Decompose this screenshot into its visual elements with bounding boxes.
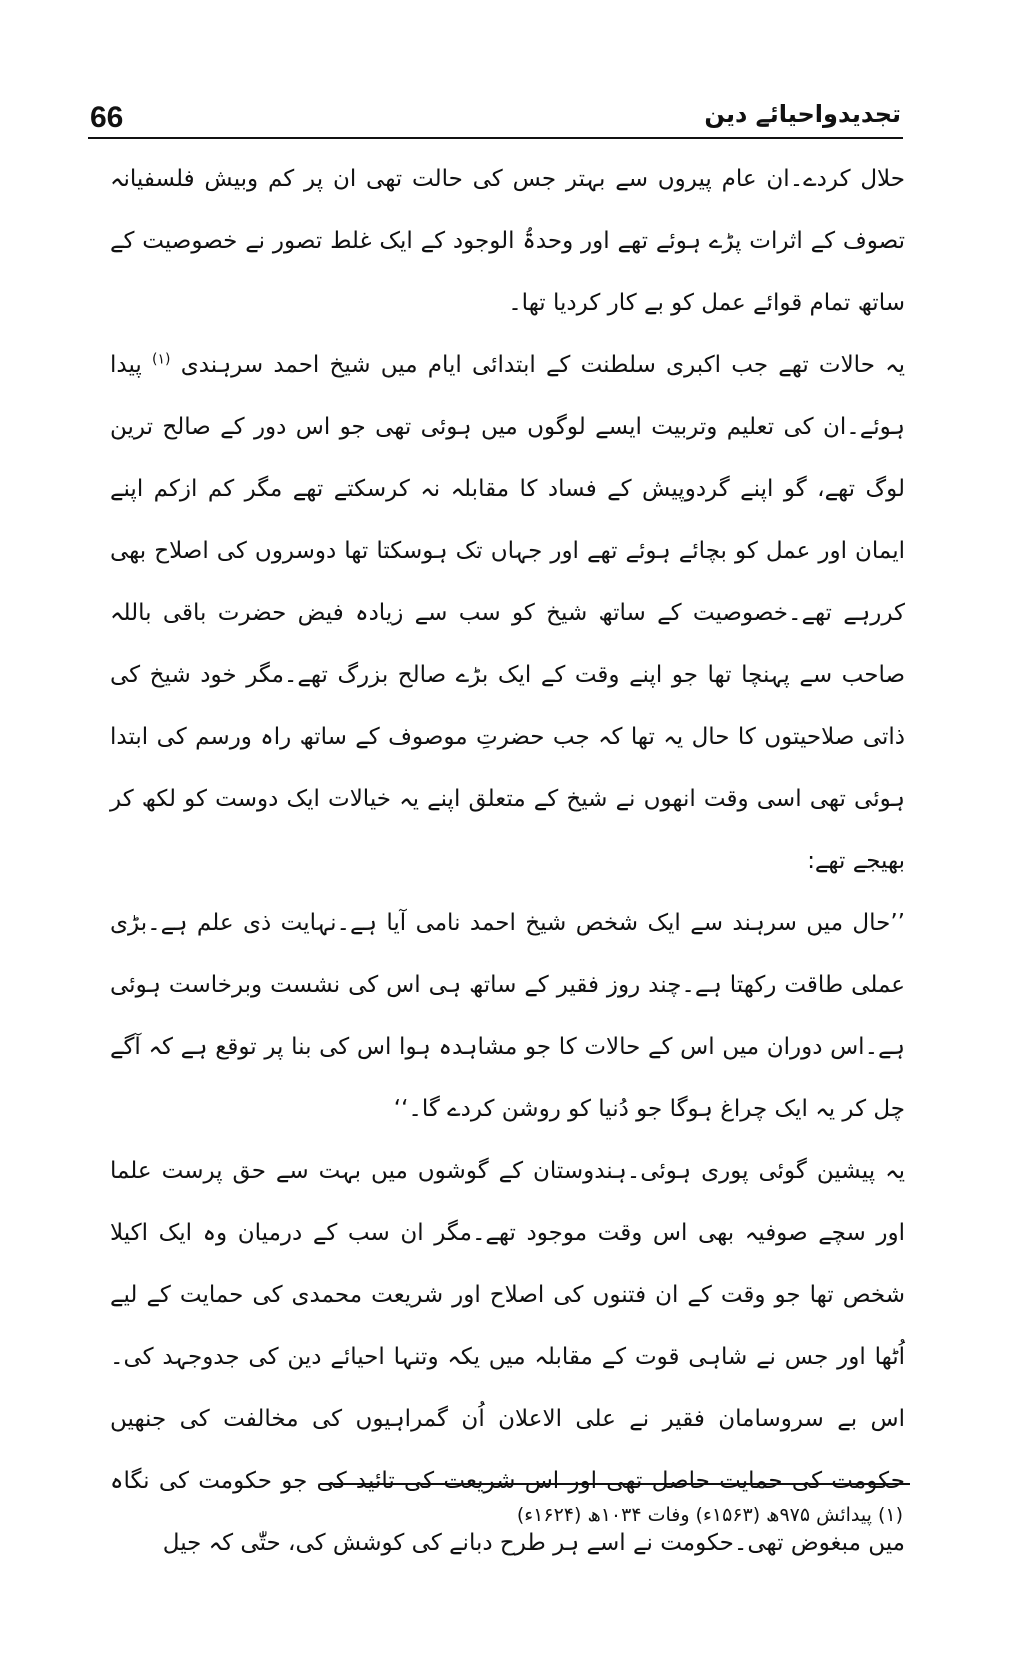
header-rule xyxy=(88,137,903,139)
paragraph-2-start: یہ حالات تھے جب اکبری سلطنت کے ابتدائی ایام میں شیخ احمد سرہندی xyxy=(180,352,905,378)
footnote-reference: (۱) xyxy=(152,351,171,368)
body-text xyxy=(110,148,905,1574)
quotation: ’’حال میں سرہند سے ایک شخص شیخ احمد نامی آیا ہے۔نہایت ذی علم ہے۔بڑی عملی طاقت رکھتا ہے۔چند روز فقیر کے ساتھ ہی اس کی نشست وبرخاست ہوئی ہے۔اس دوران میں اس کے حالات کا جو مشاہدہ ہوا اس کی بنا پر توقع ہے کہ آگے چل کر یہ ایک چراغ ہوگا جو دُنیا کو روشن کردے گا۔‘‘ xyxy=(110,910,905,1122)
paragraph-3: یہ پیشین گوئی پوری ہوئی۔ہندوستان کے گوشوں میں بہت سے حق پرست علما اور سچے صوفیہ بھی اس وقت موجود تھے۔مگر ان سب کے درمیان وہ ایک اکیلا شخص تھا جو وقت کے ان فتنوں کی اصلاح اور شریعت محمدی کی حمایت کے لیے اُٹھا اور جس نے شاہی قوت کے مقابلہ میں یکہ وتنہا احیائے دین کی جدوجہد کی۔اس بے سروسامان فقیر نے علی الاعلان اُن گمراہیوں کی مخالفت کی جنھیں حکومت کی حمایت حاصل تھی اور اس شریعت کی تائید کی جو حکومت کی نگاہ میں مبغوض تھی۔حکومت نے اسے ہر طرح دبانے کی کوشش کی، حتّٰی کہ جیل xyxy=(110,1158,905,1556)
paragraph-1: حلال کردے۔ان عام پیروں سے بہتر جس کی حالت تھی ان پر کم وبیش فلسفیانہ تصوف کے اثرات پڑے ہوئے تھے اور وحدۃُ الوجود کے ایک غلط تصور نے خصوصیت کے ساتھ تمام قوائے عمل کو بے کار کردیا تھا۔ xyxy=(110,166,905,316)
footnote: (۱) پیدائش ۹۷۵ھ (۱۵۶۳ء) وفات ۱۰۳۴ھ (۱۶۲۴ء) xyxy=(516,1504,903,1526)
running-title: تجدیدواحیائے دین xyxy=(704,100,901,128)
paragraph-2 xyxy=(110,334,905,892)
page-number: 66 xyxy=(90,101,124,134)
paragraph-2-rest: پیدا ہوئے۔ان کی تعلیم وتربیت ایسے لوگوں میں ہوئی تھی جو اس دور کے صالح ترین لوگ تھے، گو اپنے گردوپیش کے فساد کا مقابلہ نہ کرسکتے تھے مگر کم ازکم اپنے ایمان اور عمل کو بچائے ہوئے تھے اور جہاں تک ہوسکتا تھا دوسروں کی اصلاح بھی کررہے تھے۔خصوصیت کے ساتھ شیخ کو سب سے زیادہ فیض حضرت باقی باللہ صاحب سے پہنچا تھا جو اپنے وقت کے ایک بڑے صالح بزرگ تھے۔مگر خود شیخ کی ذاتی صلاحیتوں کا حال یہ تھا کہ جب حضرتِ موصوف کے ساتھ راہ ورسم کی ابتدا ہوئی تھی اسی وقت انھوں نے شیخ کے متعلق اپنے یہ خیالات ایک دوست کو لکھ کر بھیجے تھے: xyxy=(110,352,905,874)
footnote-rule xyxy=(320,1483,910,1485)
